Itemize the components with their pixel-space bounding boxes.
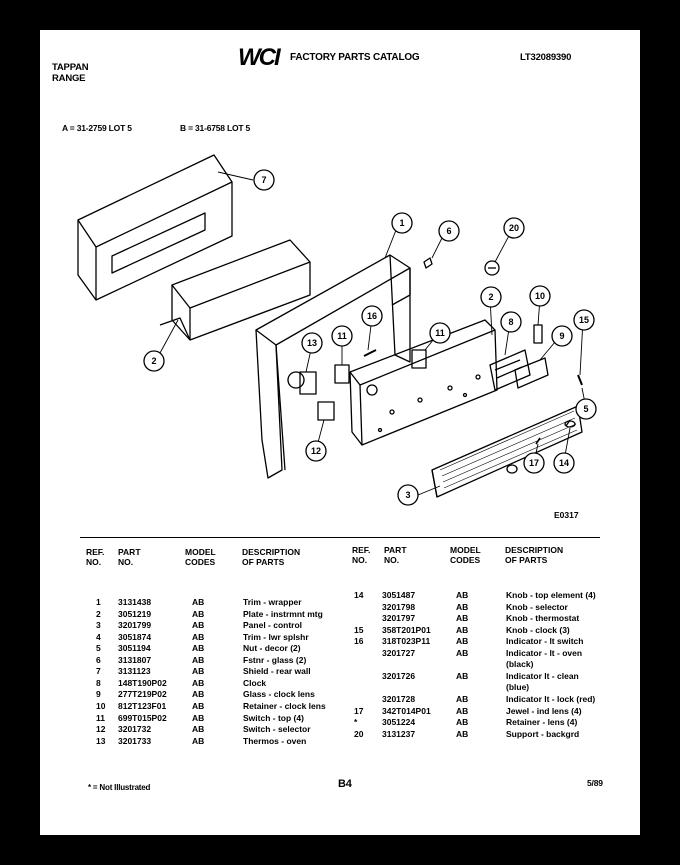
callout-15	[574, 310, 594, 330]
header-model-codes-left: MODEL CODES	[185, 547, 216, 567]
header-part-no-left: PART NO.	[118, 547, 141, 567]
jewel-lens	[507, 465, 517, 473]
callout-12	[306, 441, 326, 461]
left-row-8-codes: AB	[192, 677, 205, 688]
right-row-5-ref: 16	[354, 636, 364, 647]
svg-text:5: 5	[583, 404, 589, 414]
callout-6	[439, 221, 459, 241]
svg-text:15: 15	[578, 315, 590, 325]
figure-code: E0317	[554, 510, 579, 520]
clock-glass	[515, 358, 548, 388]
clock-knob	[534, 325, 542, 343]
left-row-9-ref: 9	[96, 689, 101, 700]
svg-text:11: 11	[337, 331, 347, 341]
right-row-11-desc: Jewel - ind lens (4)	[506, 705, 582, 716]
right-row-10-part: 3201728	[382, 693, 416, 704]
callout-20	[504, 218, 524, 238]
selector-switch	[318, 402, 334, 420]
left-row-10-part: 812T123F01	[118, 700, 167, 711]
left-row-2-desc: Plate - instrmnt mtg	[243, 608, 323, 619]
right-row-5-desc: Indicator - lt switch	[506, 636, 584, 647]
right-row-12-part: 3051224	[382, 717, 416, 728]
left-row-4-codes: AB	[192, 631, 205, 642]
wci-logo: WCI	[238, 44, 279, 71]
callout-9	[552, 326, 572, 346]
right-row-6-codes: AB	[456, 647, 469, 658]
right-row-13-part: 3131237	[382, 728, 416, 739]
callout-16	[362, 306, 382, 326]
right-row-1-part: 3051487	[382, 590, 416, 600]
left-row-4-ref: 4	[96, 631, 101, 642]
callout-3	[398, 485, 418, 505]
right-row-1-codes: AB	[456, 590, 469, 600]
left-row-5-part: 3051194	[118, 643, 151, 654]
left-row-4-part: 3051874	[118, 631, 152, 642]
right-row-8-part: 3201726	[382, 670, 416, 681]
left-row-3-ref: 3	[96, 620, 101, 631]
left-row-11-part: 699T015P02	[118, 712, 167, 723]
catalog-number: LT32089390	[520, 52, 572, 63]
left-row-3-codes: AB	[192, 620, 205, 631]
right-row-4-part: 358T201P01	[382, 624, 431, 635]
left-row-9-part: 277T219P02	[118, 689, 167, 700]
svg-text:2: 2	[488, 292, 494, 302]
left-row-3-part: 3201799	[118, 620, 152, 631]
left-row-1-part: 3131438	[118, 597, 152, 607]
right-row-11-ref: 17	[354, 705, 364, 716]
left-row-7-part: 3131123	[118, 666, 151, 677]
header-description-right: DESCRIPTION OF PARTS	[505, 545, 564, 565]
svg-text:11: 11	[435, 328, 445, 338]
right-row-8-codes: AB	[456, 670, 469, 681]
right-row-3-part: 3201797	[382, 613, 416, 624]
left-row-2-codes: AB	[192, 608, 205, 619]
svg-text:6: 6	[446, 226, 452, 236]
callout-11b	[430, 323, 450, 343]
right-row-2-codes: AB	[456, 601, 469, 612]
left-row-1-ref: 1	[96, 597, 101, 607]
callout-4	[144, 351, 164, 371]
header-description-left: DESCRIPTION OF PARTS	[242, 547, 301, 567]
left-row-13-codes: AB	[192, 735, 205, 746]
product-label: RANGE	[52, 73, 86, 84]
right-row-10-desc: Indicator lt - lock (red)	[506, 693, 596, 704]
left-row-10-ref: 10	[96, 700, 106, 711]
right-row-4-ref: 15	[354, 624, 364, 635]
right-row-9-desc: (blue)	[506, 682, 530, 693]
right-row-1-desc: Knob - top element (4)	[506, 590, 596, 600]
model-b-label: B = 31-6758 LOT 5	[180, 123, 251, 133]
left-row-2-ref: 2	[96, 608, 101, 619]
left-row-8-part: 148T190P02	[118, 677, 167, 688]
left-row-12-desc: Switch - selector	[243, 724, 311, 735]
right-row-13-desc: Support - backgrd	[506, 728, 580, 739]
right-row-6-part: 3201727	[382, 647, 416, 658]
top-switch-left	[335, 365, 349, 383]
left-row-13-part: 3201733	[118, 735, 152, 746]
left-row-9-codes: AB	[192, 689, 205, 700]
right-row-5-part: 318T023P11	[382, 636, 431, 647]
left-row-9-desc: Glass - clock lens	[243, 689, 315, 700]
svg-text:13: 13	[306, 338, 318, 348]
left-row-5-desc: Nut - decor (2)	[243, 643, 301, 654]
callout-7	[254, 170, 274, 190]
right-row-12-desc: Retainer - lens (4)	[506, 717, 578, 728]
right-row-11-codes: AB	[456, 705, 469, 716]
left-row-6-ref: 6	[96, 654, 101, 665]
catalog-title: FACTORY PARTS CATALOG	[290, 52, 420, 63]
section-divider	[80, 537, 600, 538]
left-row-1-desc: Trim - wrapper	[243, 597, 302, 607]
svg-text:9: 9	[559, 331, 565, 341]
left-row-2-part: 3051219	[118, 608, 152, 619]
svg-text:1: 1	[399, 218, 405, 228]
right-row-3-desc: Knob - thermostat	[506, 613, 580, 624]
svg-text:2: 2	[151, 356, 157, 366]
right-row-6-desc: Indicator - lt - oven	[506, 647, 583, 658]
header-model-codes-right: MODEL CODES	[450, 545, 481, 565]
left-row-12-part: 3201732	[118, 724, 152, 735]
right-row-12-codes: AB	[456, 717, 469, 728]
left-row-5-codes: AB	[192, 643, 205, 654]
callout-8	[501, 312, 521, 332]
svg-text:14: 14	[558, 458, 570, 468]
brand-label: TAPPAN	[52, 62, 89, 73]
right-row-12-ref: *	[354, 717, 358, 728]
left-row-12-ref: 12	[96, 724, 106, 735]
left-row-8-ref: 8	[96, 677, 101, 688]
right-row-10-codes: AB	[456, 693, 469, 704]
svg-text:16: 16	[366, 311, 378, 321]
lower-splasher-trim	[172, 240, 310, 308]
left-row-10-desc: Retainer - clock lens	[243, 700, 326, 711]
right-row-13-codes: AB	[456, 728, 469, 739]
callout-2	[481, 287, 501, 307]
left-row-13-desc: Thermos - oven	[243, 735, 307, 746]
callout-10	[530, 286, 550, 306]
header-part-no-right: PART NO.	[384, 545, 407, 565]
svg-text:8: 8	[508, 317, 514, 327]
right-row-2-desc: Knob - selector	[506, 601, 568, 612]
retainer-nut	[565, 421, 575, 427]
right-row-2-part: 3201798	[382, 601, 416, 612]
header-ref-no-right: REF. NO.	[352, 545, 371, 565]
left-row-1-codes: AB	[192, 597, 205, 607]
left-row-7-codes: AB	[192, 666, 205, 677]
header-ref-no-left: REF. NO.	[86, 547, 105, 567]
svg-text:12: 12	[310, 446, 322, 456]
footer-note: * = Not Illustrated	[88, 783, 151, 792]
left-row-11-ref: 11	[96, 712, 105, 723]
callout-1	[392, 213, 412, 233]
right-row-13-ref: 20	[354, 728, 364, 739]
right-row-1-ref: 14	[354, 590, 364, 600]
left-row-11-codes: AB	[192, 712, 205, 723]
left-row-6-desc: Fstnr - glass (2)	[243, 654, 307, 665]
left-row-3-desc: Panel - control	[243, 620, 303, 631]
callout-17	[524, 453, 544, 473]
callout-11a	[332, 326, 352, 346]
svg-text:10: 10	[534, 291, 546, 301]
svg-text:7: 7	[261, 175, 267, 185]
model-a-label: A = 31-2759 LOT 5	[62, 123, 132, 133]
left-row-4-desc: Trim - lwr splshr	[243, 631, 309, 642]
rear-wall-shield	[78, 155, 232, 247]
right-row-4-desc: Knob - clock (3)	[506, 624, 570, 635]
left-row-7-ref: 7	[96, 666, 101, 677]
left-row-7-desc: Shield - rear wall	[243, 666, 311, 677]
callout-13	[302, 333, 322, 353]
svg-text:3: 3	[405, 490, 411, 500]
page-number: B4	[338, 778, 352, 790]
left-row-11-desc: Switch - top (4)	[243, 712, 304, 723]
right-row-4-codes: AB	[456, 624, 469, 635]
right-row-5-codes: AB	[456, 636, 469, 647]
svg-text:17: 17	[528, 458, 540, 468]
callout-5	[576, 399, 596, 419]
left-row-6-codes: AB	[192, 654, 205, 665]
right-row-3-codes: AB	[456, 613, 469, 624]
left-row-13-ref: 13	[96, 735, 106, 746]
left-row-10-codes: AB	[192, 700, 205, 711]
right-row-8-desc: Indicator lt - clean	[506, 670, 579, 681]
left-row-8-desc: Clock	[243, 677, 267, 688]
callout-14	[554, 453, 574, 473]
right-row-7-desc: (black)	[506, 659, 534, 670]
glass-fastener	[424, 258, 432, 268]
footer-date: 5/89	[587, 778, 603, 788]
left-row-12-codes: AB	[192, 724, 205, 735]
svg-text:20: 20	[508, 223, 520, 233]
left-row-5-ref: 5	[96, 643, 101, 654]
left-row-6-part: 3131807	[118, 654, 152, 665]
right-row-11-part: 342T014P01	[382, 705, 431, 716]
